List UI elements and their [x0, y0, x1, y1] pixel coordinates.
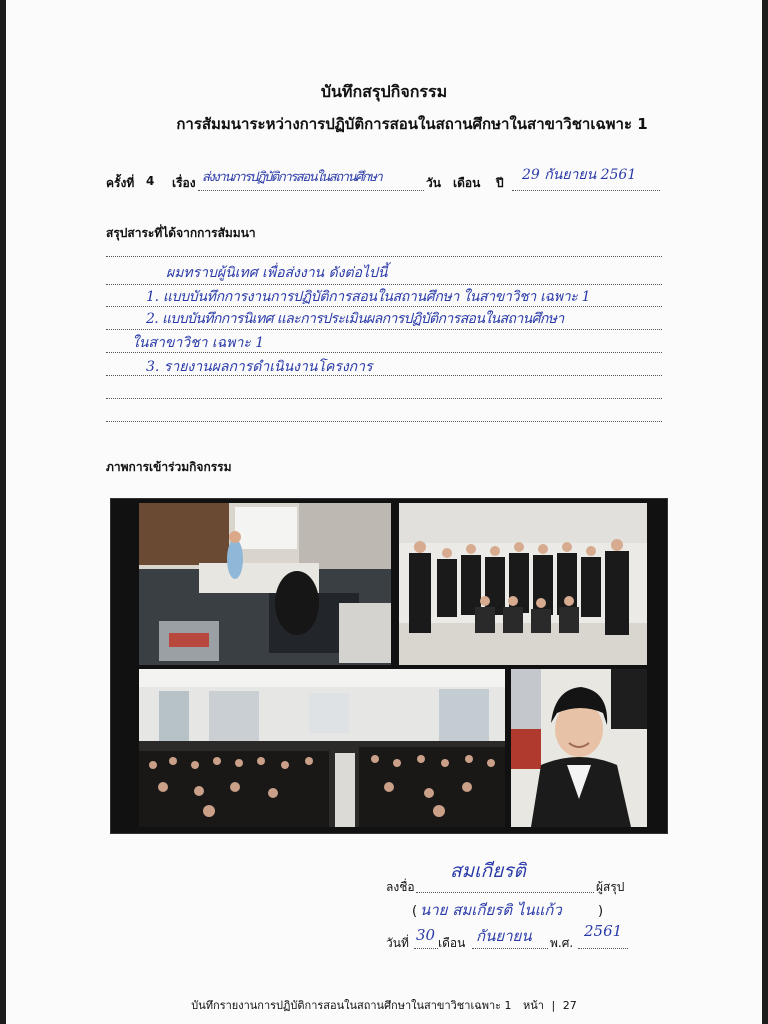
signature-value: สมเกียรติ	[450, 860, 526, 882]
photo-group	[399, 503, 647, 665]
photo-audience	[139, 669, 505, 827]
footer-page-label: หน้า	[523, 999, 544, 1012]
topic-dotted-line	[198, 190, 424, 191]
summary-line-1	[106, 284, 662, 285]
meeting-topic-value: ส่งงานการปฏิบัติการสอนในสถานศึกษา	[202, 170, 382, 185]
date-dotted-line	[512, 190, 660, 191]
meeting-day-label: วัน	[426, 176, 441, 190]
photos-heading: ภาพการเข้าร่วมกิจกรรม	[106, 460, 232, 474]
full-name: นาย สมเกียรติ ไนแก้ว	[420, 901, 562, 919]
footer: บันทึกรายงานการปฏิบัติการสอนในสถานศึกษาในสาขาวิชาเฉพาะ 1 หน้า | 27	[191, 999, 577, 1012]
summary-text-3: ในสาขาวิชา เฉพาะ 1	[132, 335, 265, 351]
sign-day: 30	[416, 926, 436, 944]
summary-text-1: 1. แบบบันทึกการงานการปฏิบัติการสอนในสถานศึกษา ในสาขาวิชา เฉพาะ 1	[146, 289, 591, 305]
sign-label: ลงชื่อ	[386, 880, 415, 894]
footer-page-number: 27	[562, 999, 577, 1012]
sign-role: ผู้สรุป	[596, 880, 625, 894]
summary-line-0	[106, 256, 662, 257]
summary-text-2: 2. แบบบันทึกการนิเทศ และการประเมินผลการปฏิบัติการสอนในสถานศึกษา	[146, 311, 564, 327]
sign-year: 2561	[584, 922, 623, 940]
summary-text-0: ผมทราบผู้นิเทศ เพื่อส่งงาน ดังต่อไปนี้	[166, 265, 388, 281]
photo-classroom	[139, 503, 391, 665]
doc-title: บันทึกสรุปกิจกรรม	[320, 82, 448, 101]
sign-month: กันยายน	[476, 927, 532, 945]
sign-year-label: พ.ศ.	[550, 936, 574, 950]
summary-text-4: 3. รายงานผลการดำเนินงานโครงการ	[146, 359, 373, 375]
meeting-no-value: 4	[146, 174, 155, 188]
meeting-year-label: ปี	[496, 176, 504, 190]
footer-text: บันทึกรายงานการปฏิบัติการสอนในสถานศึกษาในสาขาวิชาเฉพาะ 1	[191, 999, 512, 1012]
summary-line-6	[106, 398, 662, 399]
sign-day-label: วันที่	[386, 936, 409, 950]
meeting-no-label: ครั้งที่	[106, 176, 135, 190]
summary-line-7	[106, 421, 662, 422]
document-page	[6, 0, 762, 1024]
sign-dotted-line	[416, 892, 594, 893]
meeting-date-value: 29 กันยายน 2561	[522, 167, 637, 183]
photo-collage	[110, 498, 668, 834]
meeting-topic-label: เรื่อง	[172, 176, 196, 190]
sign-month-label: เดือน	[438, 936, 466, 950]
name-open-paren: (	[412, 904, 418, 919]
photo-portrait	[511, 669, 647, 827]
summary-heading: สรุปสาระที่ได้จากการสัมมนา	[106, 226, 256, 240]
sign-year-dots	[578, 948, 628, 949]
meeting-month-label: เดือน	[453, 176, 481, 190]
sign-month-dots	[472, 948, 548, 949]
sign-day-dots	[414, 948, 438, 949]
name-close-paren: )	[598, 904, 604, 919]
doc-subtitle: การสัมมนาระหว่างการปฏิบัติการสอนในสถานศึกษาในสาขาวิชาเฉพาะ 1	[176, 115, 648, 133]
